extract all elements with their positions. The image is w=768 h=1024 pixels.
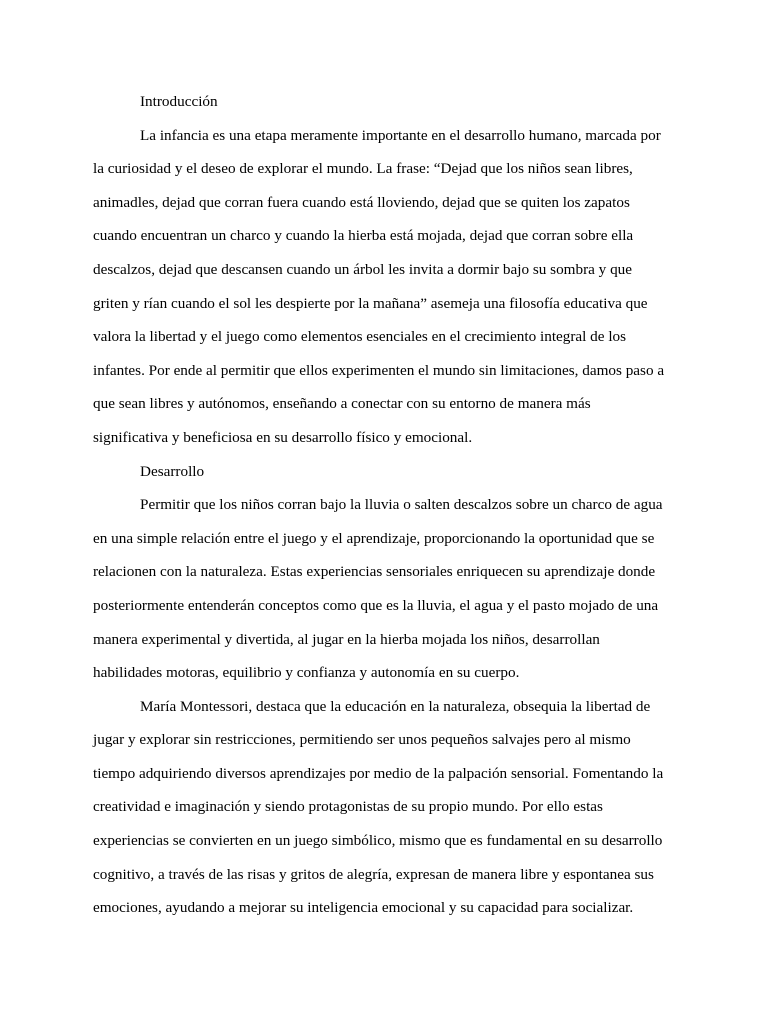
text-line: La infancia es una etapa meramente importante en el desarrollo humano, marcada por: [140, 126, 661, 144]
text-line: en una simple relación entre el juego y el aprendizaje, proporcionando la oportunidad que se: [93, 529, 655, 547]
document-body: [93, 85, 677, 925]
text-line: valora la libertad y el juego como elementos esenciales en el crecimiento integral de los: [93, 328, 627, 346]
text-line: animadles, dejad que corran fuera cuando está lloviendo, dejad que se quiten los zapatos: [93, 193, 630, 211]
text-line: manera experimental y divertida, al jugar en la hierba mojada los niños, desarrollan: [93, 630, 600, 648]
text-line: significativa y beneficiosa en su desarrollo físico y emocional.: [93, 428, 473, 446]
text-line: infantes. Por ende al permitir que ellos experimenten el mundo sin limitaciones, damos paso a: [93, 361, 665, 379]
text-line: la curiosidad y el deseo de explorar el mundo. La frase: “Dejad que los niños sean libres,: [93, 160, 633, 178]
text-line: creatividad e imaginación y siendo protagonistas de su propio mundo. Por ello estas: [93, 798, 603, 816]
section-heading-desarrollo: Desarrollo: [140, 462, 205, 480]
paragraph-introduccion: [93, 119, 677, 455]
text-line: que sean libres y autónomos, enseñando a conectar con su entorno de manera más: [93, 395, 591, 413]
text-line: griten y rían cuando el sol les despierte por la mañana” asemeja una filosofía educativa que: [93, 294, 648, 312]
text-line: Permitir que los niños corran bajo la lluvia o salten descalzos sobre un charco de agua: [140, 496, 663, 514]
text-line: descalzos, dejad que descansen cuando un árbol les invita a dormir bajo su sombra y que: [93, 260, 632, 278]
text-line: posteriormente entenderán conceptos como que es la lluvia, el agua y el pasto mojado de una: [93, 596, 659, 614]
text-line: habilidades motoras, equilibrio y confianza y autonomía en su cuerpo.: [93, 664, 520, 682]
text-line: María Montessori, destaca que la educación en la naturaleza, obsequia la libertad de: [140, 697, 651, 715]
text-line: emociones, ayudando a mejorar su inteligencia emocional y su capacidad para socializar.: [93, 899, 634, 917]
text-line: cognitivo, a través de las risas y gritos de alegría, expresan de manera libre y espontanea sus: [93, 865, 654, 883]
text-line: tiempo adquiriendo diversos aprendizajes por medio de la palpación sensorial. Fomentando la: [93, 764, 664, 782]
text-line: relacionen con la naturaleza. Estas experiencias sensoriales enriquecen su aprendizaje donde: [93, 563, 656, 581]
paragraph-desarrollo-2: [93, 690, 677, 925]
text-line: jugar y explorar sin restricciones, permitiendo ser unos pequeños salvajes pero al mismo: [93, 731, 631, 749]
paragraph-desarrollo-1: [93, 488, 677, 690]
section-heading-introduccion: Introducción: [140, 93, 218, 110]
text-line: cuando encuentran un charco y cuando la hierba está mojada, dejad que corran sobre ella: [93, 227, 634, 245]
text-line: experiencias se convierten en un juego simbólico, mismo que es fundamental en su desarrollo: [93, 832, 663, 850]
